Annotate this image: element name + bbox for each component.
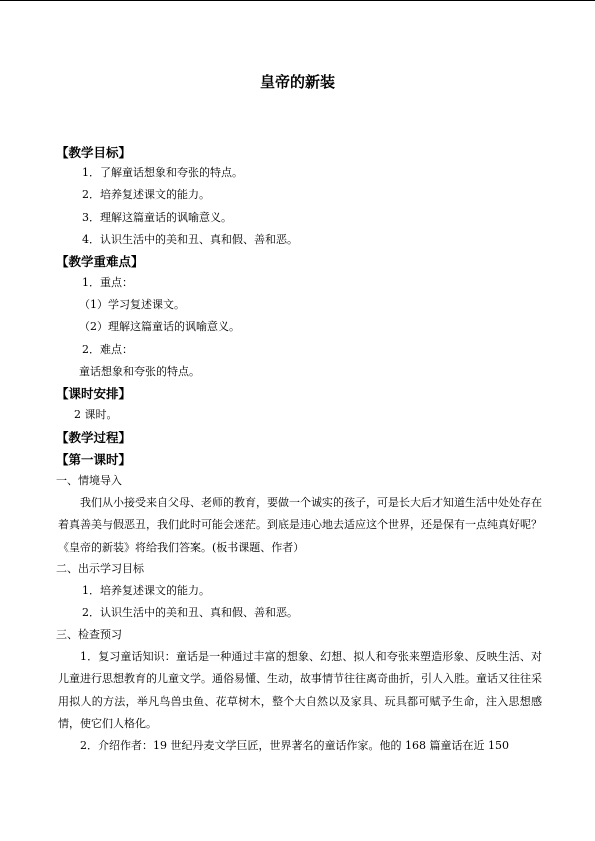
key-subitem: （2）理解这篇童话的讽喻意义。: [79, 320, 240, 333]
goal-item: 4．认识生活中的美和丑、真和假、善和恶。: [82, 233, 298, 246]
preview-paragraph: 1．复习童话知识：童话是一种通过丰富的想象、幻想、拟人和夸张来塑造形象、反映生活、对儿童进行思想教育的儿童文学。通俗易懂、生动，故事情节往往离奇曲折，引人入胜。童话又往往采用拟人的方法，举凡鸟兽虫鱼、花草树木，整个大自然以及家具、玩具都可赋予生命，注入思想感情，使它们人格化。: [58, 650, 542, 731]
author-paragraph: 2．介绍作者：19 世纪丹麦文学巨匠，世界著名的童话作家。他的 168 篇童话在近 150: [80, 739, 509, 752]
goal-item: 1．了解童话想象和夸张的特点。: [82, 166, 243, 179]
schedule-text: 2 课时。: [74, 408, 118, 421]
key-subitem: 童话想象和夸张的特点。: [79, 365, 200, 378]
section-title: 二、出示学习目标: [56, 562, 144, 575]
heading-first-lesson: 【第一课时】: [56, 452, 132, 467]
objective-item: 1．培养复述课文的能力。: [82, 584, 210, 597]
section-title: 一、情境导入: [56, 474, 122, 487]
key-subitem: （1）学习复述课文。: [79, 298, 185, 311]
heading-goals: 【教学目标】: [56, 145, 132, 160]
heading-key-points: 【教学重难点】: [56, 254, 144, 269]
objective-item: 2．认识生活中的美和丑、真和假、善和恶。: [82, 606, 298, 619]
goal-item: 2．培养复述课文的能力。: [82, 188, 210, 201]
heading-process: 【教学过程】: [56, 430, 132, 445]
heading-schedule: 【课时安排】: [56, 386, 132, 401]
top-rule: [0, 0, 595, 1]
intro-paragraph: 我们从小接受来自父母、老师的教育，要做一个诚实的孩子，可是长大后才知道生活中处处存在着真善美与假恶丑，我们此时可能会迷茫。到底是违心地去适应这个世界，还是保有一点纯真好呢？《皇帝的新装》将给我们答案。(板书课题、作者）: [58, 496, 542, 554]
goal-item: 3．理解这篇童话的讽喻意义。: [82, 211, 232, 224]
key-item: 2．难点：: [82, 343, 133, 356]
key-item: 1．重点：: [82, 276, 133, 289]
page-title: 皇帝的新装: [259, 73, 335, 91]
section-title: 三、检查预习: [56, 628, 122, 641]
